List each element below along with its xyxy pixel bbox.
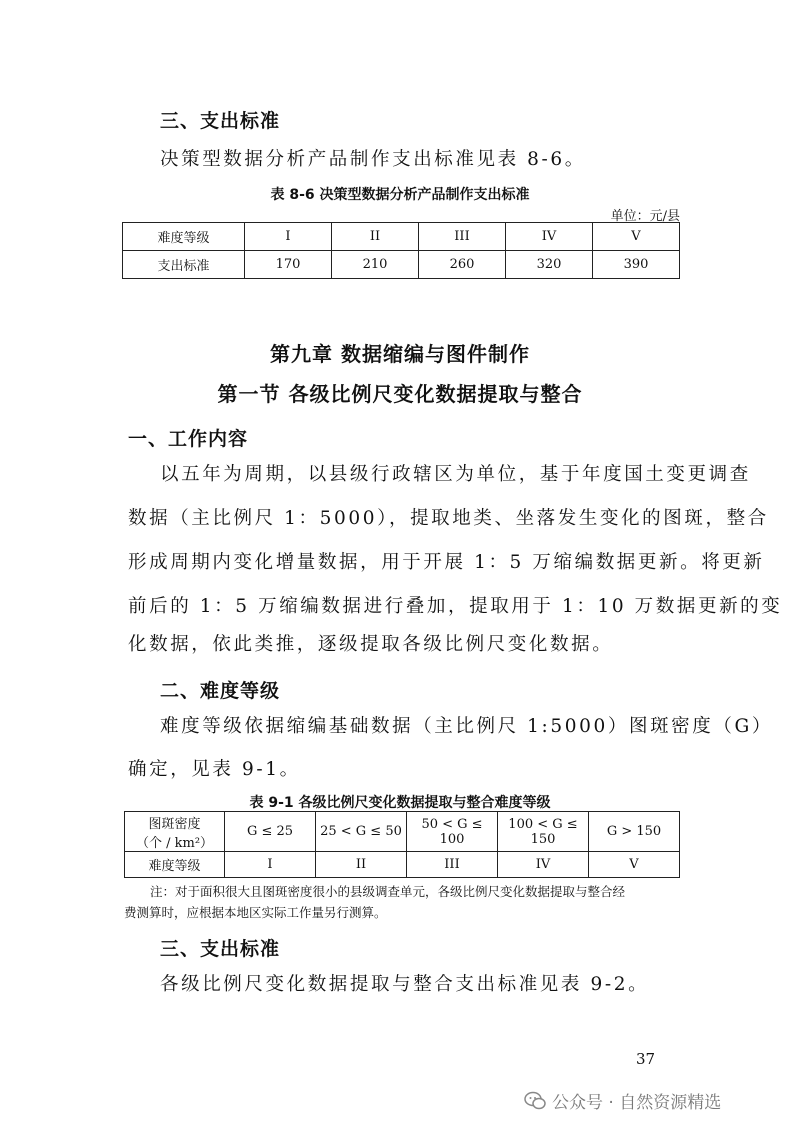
section-heading-difficulty: 二、难度等级 [160, 680, 281, 702]
table-cell: V [589, 852, 680, 878]
table-cell: I [225, 852, 316, 878]
table-8-6-caption: 表 8-6 决策型数据分析产品制作支出标准 [270, 187, 530, 203]
header-line: （个 / km²） [135, 835, 214, 851]
watermark-text: 公众号 · 自然资源精选 [552, 1093, 722, 1113]
table-8-6 [122, 222, 680, 279]
paragraph-expense-reference: 各级比例尺变化数据提取与整合支出标准见表 9-2。 [160, 974, 650, 995]
chapter-title: 第九章 数据缩编与图件制作 [270, 342, 530, 366]
section-heading-expense-standard: 三、支出标准 [160, 110, 281, 132]
table-row [123, 223, 680, 251]
table-cell: 难度等级 [125, 852, 225, 878]
table-cell: G > 150 [589, 812, 680, 852]
table-note-line: 费测算时，应根据本地区实际工作量另行测算。 [124, 905, 387, 920]
table-unit-label: 单位：元/县 [610, 209, 680, 224]
table-cell: 170 [245, 251, 332, 279]
section-heading-expense-standard: 三、支出标准 [160, 938, 281, 960]
table-cell: I [245, 223, 332, 251]
table-cell: 难度等级 [123, 223, 245, 251]
section-heading-work-content: 一、工作内容 [128, 428, 249, 450]
table-row [123, 251, 680, 279]
watermark [524, 1088, 721, 1113]
table-cell: II [332, 223, 419, 251]
table-cell: III [419, 223, 506, 251]
table-cell: II [316, 852, 407, 878]
table-cell: 50 < G ≤ 100 [407, 812, 498, 852]
table-cell: 25 < G ≤ 50 [316, 812, 407, 852]
paragraph-line: 确定，见表 9-1。 [128, 759, 301, 780]
table-9-1 [124, 811, 680, 878]
table-cell: IV [498, 852, 589, 878]
paragraph-line: 难度等级依据缩编基础数据（主比例尺 1:5000）图斑密度（G） [160, 716, 773, 737]
table-cell: 260 [419, 251, 506, 279]
wechat-icon [524, 1091, 546, 1111]
paragraph-line: 以五年为周期，以县级行政辖区为单位，基于年度国土变更调查 [160, 464, 751, 485]
paragraph-line: 前后的 1：5 万缩编数据进行叠加，提取用于 1：10 万数据更新的变 [128, 596, 783, 617]
paragraph-line: 化数据，依此类推，逐级提取各级比例尺变化数据。 [128, 634, 614, 655]
table-cell: G ≤ 25 [225, 812, 316, 852]
table-note-line: 注：对于面积很大且图斑密度很小的县级调查单元，各级比例尺变化数据提取与整合经 [150, 884, 626, 899]
table-cell: 支出标准 [123, 251, 245, 279]
table-cell: 100 < G ≤ 150 [498, 812, 589, 852]
header-line: 图斑密度 [148, 816, 201, 832]
page-number: 37 [636, 1050, 656, 1068]
table-cell: 320 [506, 251, 593, 279]
table-cell: III [407, 852, 498, 878]
table-cell: 210 [332, 251, 419, 279]
paragraph-line: 数据（主比例尺 1：5000），提取地类、坐落发生变化的图斑，整合 [128, 508, 769, 529]
paragraph-line: 形成周期内变化增量数据，用于开展 1：5 万缩编数据更新。将更新 [128, 552, 765, 573]
paragraph-expense-reference: 决策型数据分析产品制作支出标准见表 8-6。 [160, 149, 586, 170]
table-cell: 390 [593, 251, 680, 279]
table-row [125, 812, 680, 852]
table-cell: IV [506, 223, 593, 251]
table-cell: V [593, 223, 680, 251]
section-title: 第一节 各级比例尺变化数据提取与整合 [217, 382, 583, 406]
table-row [125, 852, 680, 878]
table-9-1-caption: 表 9-1 各级比例尺变化数据提取与整合难度等级 [249, 795, 551, 811]
table-header-cell [125, 812, 225, 852]
